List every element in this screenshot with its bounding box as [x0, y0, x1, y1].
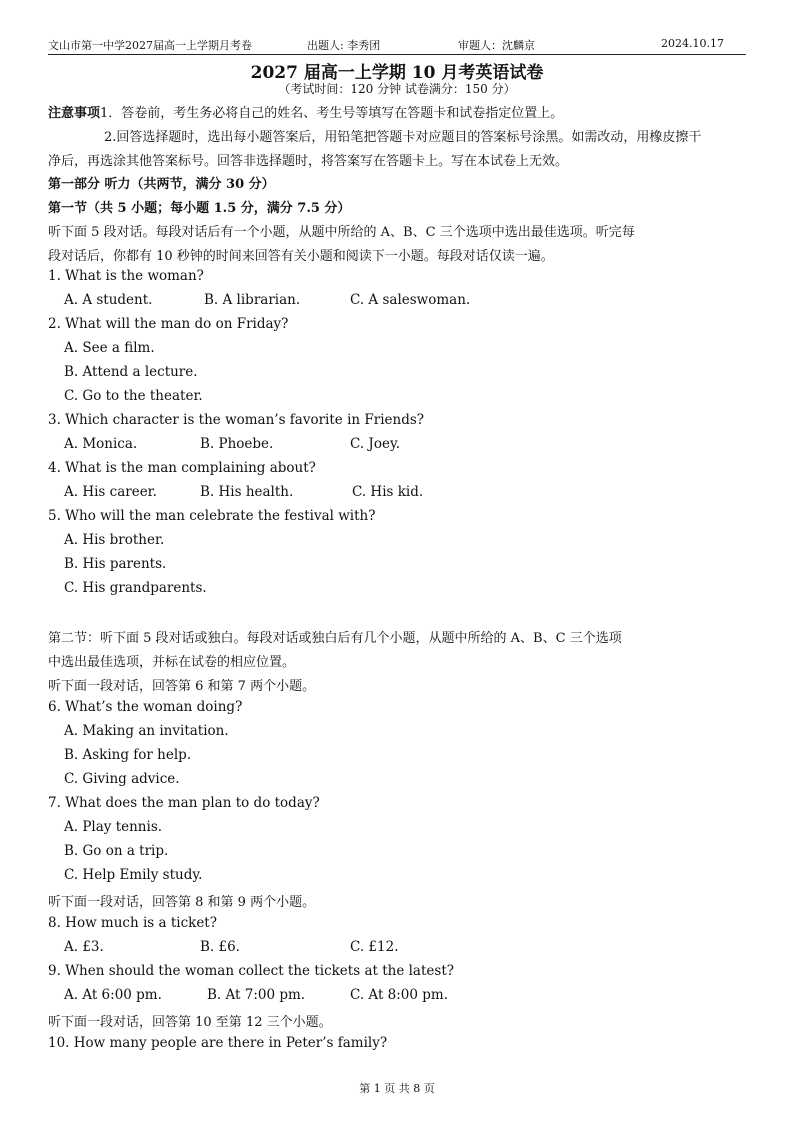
question-10: 10. How many people are there in Peter’s family? — [48, 1035, 388, 1051]
q9-option-a: A. At 6:00 pm. — [64, 987, 162, 1003]
notes-item-2-line-1: 2.回答选择题时，选出每小题答案后，用铅笔把答题卡对应题目的答案标号涂黑。如需改动，用橡皮擦干 — [104, 130, 702, 145]
q4-option-a: A. His career. — [64, 484, 157, 500]
q9-option-b: B. At 7:00 pm. — [207, 987, 306, 1003]
q9-option-c: C. At 8:00 pm. — [350, 987, 449, 1003]
q5-option-c: C. His grandparents. — [64, 580, 207, 596]
page-footer: 第 1 页 共 8 页 — [359, 1082, 435, 1095]
question-7: 7. What does the man plan to do today? — [48, 795, 320, 811]
q1-option-c: C. A saleswoman. — [350, 292, 471, 308]
q3-option-a: A. Monica. — [64, 436, 138, 452]
q1-option-b: B. A librarian. — [204, 292, 301, 308]
notes-item-2-line-2: 净后，再选涂其他答案标号。回答非选择题时，将答案写在答题卡上。写在本试卷上无效。 — [48, 154, 569, 169]
notes-label: 注意事项 — [48, 106, 101, 121]
q2-option-b: B. Attend a lecture. — [64, 364, 198, 380]
q8-option-b: B. £6. — [200, 939, 240, 955]
q5-option-b: B. His parents. — [64, 556, 167, 572]
part1-heading: 第一部分 听力（共两节，满分 30 分） — [48, 177, 275, 192]
question-2: 2. What will the man do on Friday? — [48, 316, 289, 332]
question-9: 9. When should the woman collect the tickets at the latest? — [48, 963, 454, 979]
header-school: 文山市第一中学2027届高一上学期月考卷 — [48, 39, 252, 52]
section1-instr-line-2: 段对话后，你都有 10 秒钟的时间来回答有关小题和阅读下一小题。每段对话仅读一遍。 — [48, 249, 554, 264]
exam-subtitle: （考试时间：120 分钟 试卷满分：150 分） — [278, 82, 516, 96]
q7-option-a: A. Play tennis. — [64, 819, 163, 835]
page-header — [48, 34, 746, 55]
header-date: 2024.10.17 — [661, 37, 724, 50]
q8-option-a: A. £3. — [64, 939, 104, 955]
question-4: 4. What is the man complaining about? — [48, 460, 316, 476]
q6-option-b: B. Asking for help. — [64, 747, 192, 763]
group-6-7-instr: 听下面一段对话，回答第 6 和第 7 两个小题。 — [48, 679, 316, 694]
q5-option-a: A. His brother. — [64, 532, 165, 548]
q8-option-c: C. £12. — [350, 939, 399, 955]
header-author: 出题人: 李秀团 — [307, 39, 381, 52]
q2-option-c: C. Go to the theater. — [64, 388, 203, 404]
group-10-12-instr: 听下面一段对话，回答第 10 至第 12 三个小题。 — [48, 1015, 332, 1030]
q6-option-a: A. Making an invitation. — [64, 723, 229, 739]
section2-instr-line-2: 中选出最佳选项，并标在试卷的相应位置。 — [48, 655, 296, 670]
group-8-9-instr: 听下面一段对话，回答第 8 和第 9 两个小题。 — [48, 895, 316, 910]
q4-option-b: B. His health. — [200, 484, 294, 500]
q3-option-c: C. Joey. — [350, 436, 401, 452]
section2-instr-line-1: 第二节：听下面 5 段对话或独白。每段对话或独白后有几个小题，从题中所给的 A、B、C 三个选项 — [48, 631, 622, 646]
q3-option-b: B. Phoebe. — [200, 436, 274, 452]
q7-option-c: C. Help Emily study. — [64, 867, 203, 883]
q6-option-c: C. Giving advice. — [64, 771, 180, 787]
exam-title: 2027 届高一上学期 10 月考英语试卷 — [250, 63, 544, 83]
question-1: 1. What is the woman? — [48, 268, 204, 284]
question-8: 8. How much is a ticket? — [48, 915, 217, 931]
section1-instr-line-1: 听下面 5 段对话。每段对话后有一个小题，从题中所给的 A、B、C 三个选项中选出最佳选项。听完每 — [48, 225, 635, 240]
q2-option-a: A. See a film. — [64, 340, 155, 356]
section1-heading: 第一节（共 5 小题；每小题 1.5 分，满分 7.5 分） — [48, 201, 351, 216]
q7-option-b: B. Go on a trip. — [64, 843, 169, 859]
q4-option-c: C. His kid. — [352, 484, 424, 500]
question-6: 6. What’s the woman doing? — [48, 699, 243, 715]
q1-option-a: A. A student. — [64, 292, 153, 308]
question-3: 3. Which character is the woman’s favorite in Friends? — [48, 412, 425, 428]
notes-item-1: 1．答卷前，考生务必将自己的姓名、考生号等填写在答题卡和试卷指定位置上。 — [100, 106, 564, 121]
notes-line-1 — [48, 102, 563, 121]
question-5: 5. Who will the man celebrate the festival with? — [48, 508, 376, 524]
header-reviewer: 审题人：沈麟京 — [458, 39, 535, 52]
